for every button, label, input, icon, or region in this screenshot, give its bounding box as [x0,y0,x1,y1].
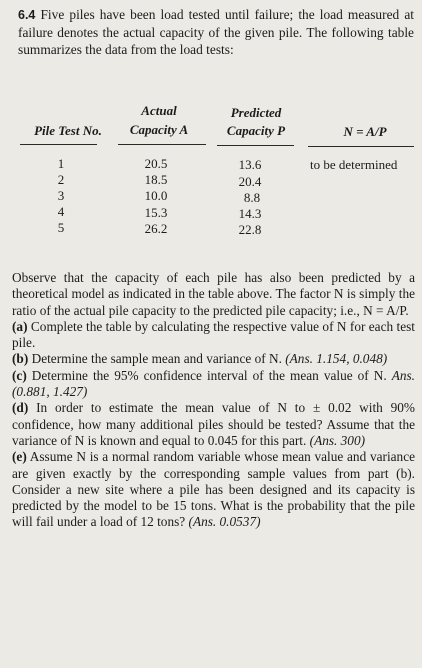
row5-predicted: 22.8 [238,222,262,237]
part-e-text: Assume N is a normal random variable whose mean value and variance are given exactly by the corresponding sample values from part (b). Consider a new site where a pile has been designed and its capacity is predicted by the model to be 15 tons. What is the probability that the pile will fail under a load of 12 tons? [12,449,415,530]
header-n-ratio: N = A/P [343,124,387,139]
header-actual-line1: Actual [141,103,177,118]
part-e-answer: (Ans. 0.0537) [188,514,261,530]
header-rule-predicted [217,145,294,146]
load-test-table [0,0,422,260]
n-to-be-determined: to be determined [310,157,398,172]
part-d [12,400,415,449]
header-actual-line2: Capacity A [129,122,189,137]
header-rule-n [308,146,414,147]
header-rule-actual [118,144,206,145]
row1-predicted: 13.6 [238,157,262,172]
row3-no: 3 [57,188,65,203]
part-c [12,368,415,401]
row5-actual: 26.2 [144,221,168,236]
part-a-text: Complete the table by calculating the respective value of N for each test pile. [12,318,415,351]
row5-no: 5 [57,220,65,235]
problem-description: Observe that the capacity of each pile has also been predicted by a theoretical model as indicated in the table above. The factor N is simply the ratio of the actual pile capacity to the predicted pile capacity; i.e., N = A/P. [12,270,415,318]
part-b-text: Determine the sample mean and variance of N. [31,351,282,367]
row2-no: 2 [57,172,65,187]
row2-predicted: 20.4 [238,174,262,189]
header-pile-test-no: Pile Test No. [34,123,102,138]
header-predicted-line1: Predicted [230,105,282,120]
problem-number: 6.4 [18,8,36,22]
part-e-label: (e) [12,449,27,465]
part-b-label: (b) [12,351,29,367]
row1-actual: 20.5 [144,156,168,171]
problem-body [12,270,415,531]
row3-predicted: 8.8 [243,190,261,205]
part-e [12,449,415,530]
problem-intro-text: Five piles have been load tested until failure; the load measured at failure denotes the actual capacity of the given pile. The following table summarizes the data from the load tests: [18,7,414,57]
part-d-label: (d) [12,400,29,416]
row4-actual: 15.3 [144,205,168,220]
part-a [12,319,415,352]
part-d-answer: (Ans. 300) [309,432,366,448]
header-predicted-line2: Capacity P [226,123,286,138]
header-rule-pile [20,144,97,145]
row4-predicted: 14.3 [238,206,262,221]
part-c-answer: Ans. (0.881, 1.427) [12,367,415,400]
row1-no: 1 [57,156,65,171]
part-b [12,351,415,367]
row3-actual: 10.0 [144,188,168,203]
row2-actual: 18.5 [144,172,168,187]
part-c-label: (c) [12,367,27,383]
row4-no: 4 [57,204,65,219]
part-d-text: In order to estimate the mean value of N to ± 0.02 with 90% confidence, how many additional piles should be tested? Assume that the variance of N is known and equal to 0.045 for this part. [12,400,415,448]
part-b-answer: (Ans. 1.154, 0.048) [285,351,388,367]
part-a-label: (a) [12,318,28,334]
part-c-text: Determine the 95% confidence interval of the mean value of N. [31,367,387,383]
